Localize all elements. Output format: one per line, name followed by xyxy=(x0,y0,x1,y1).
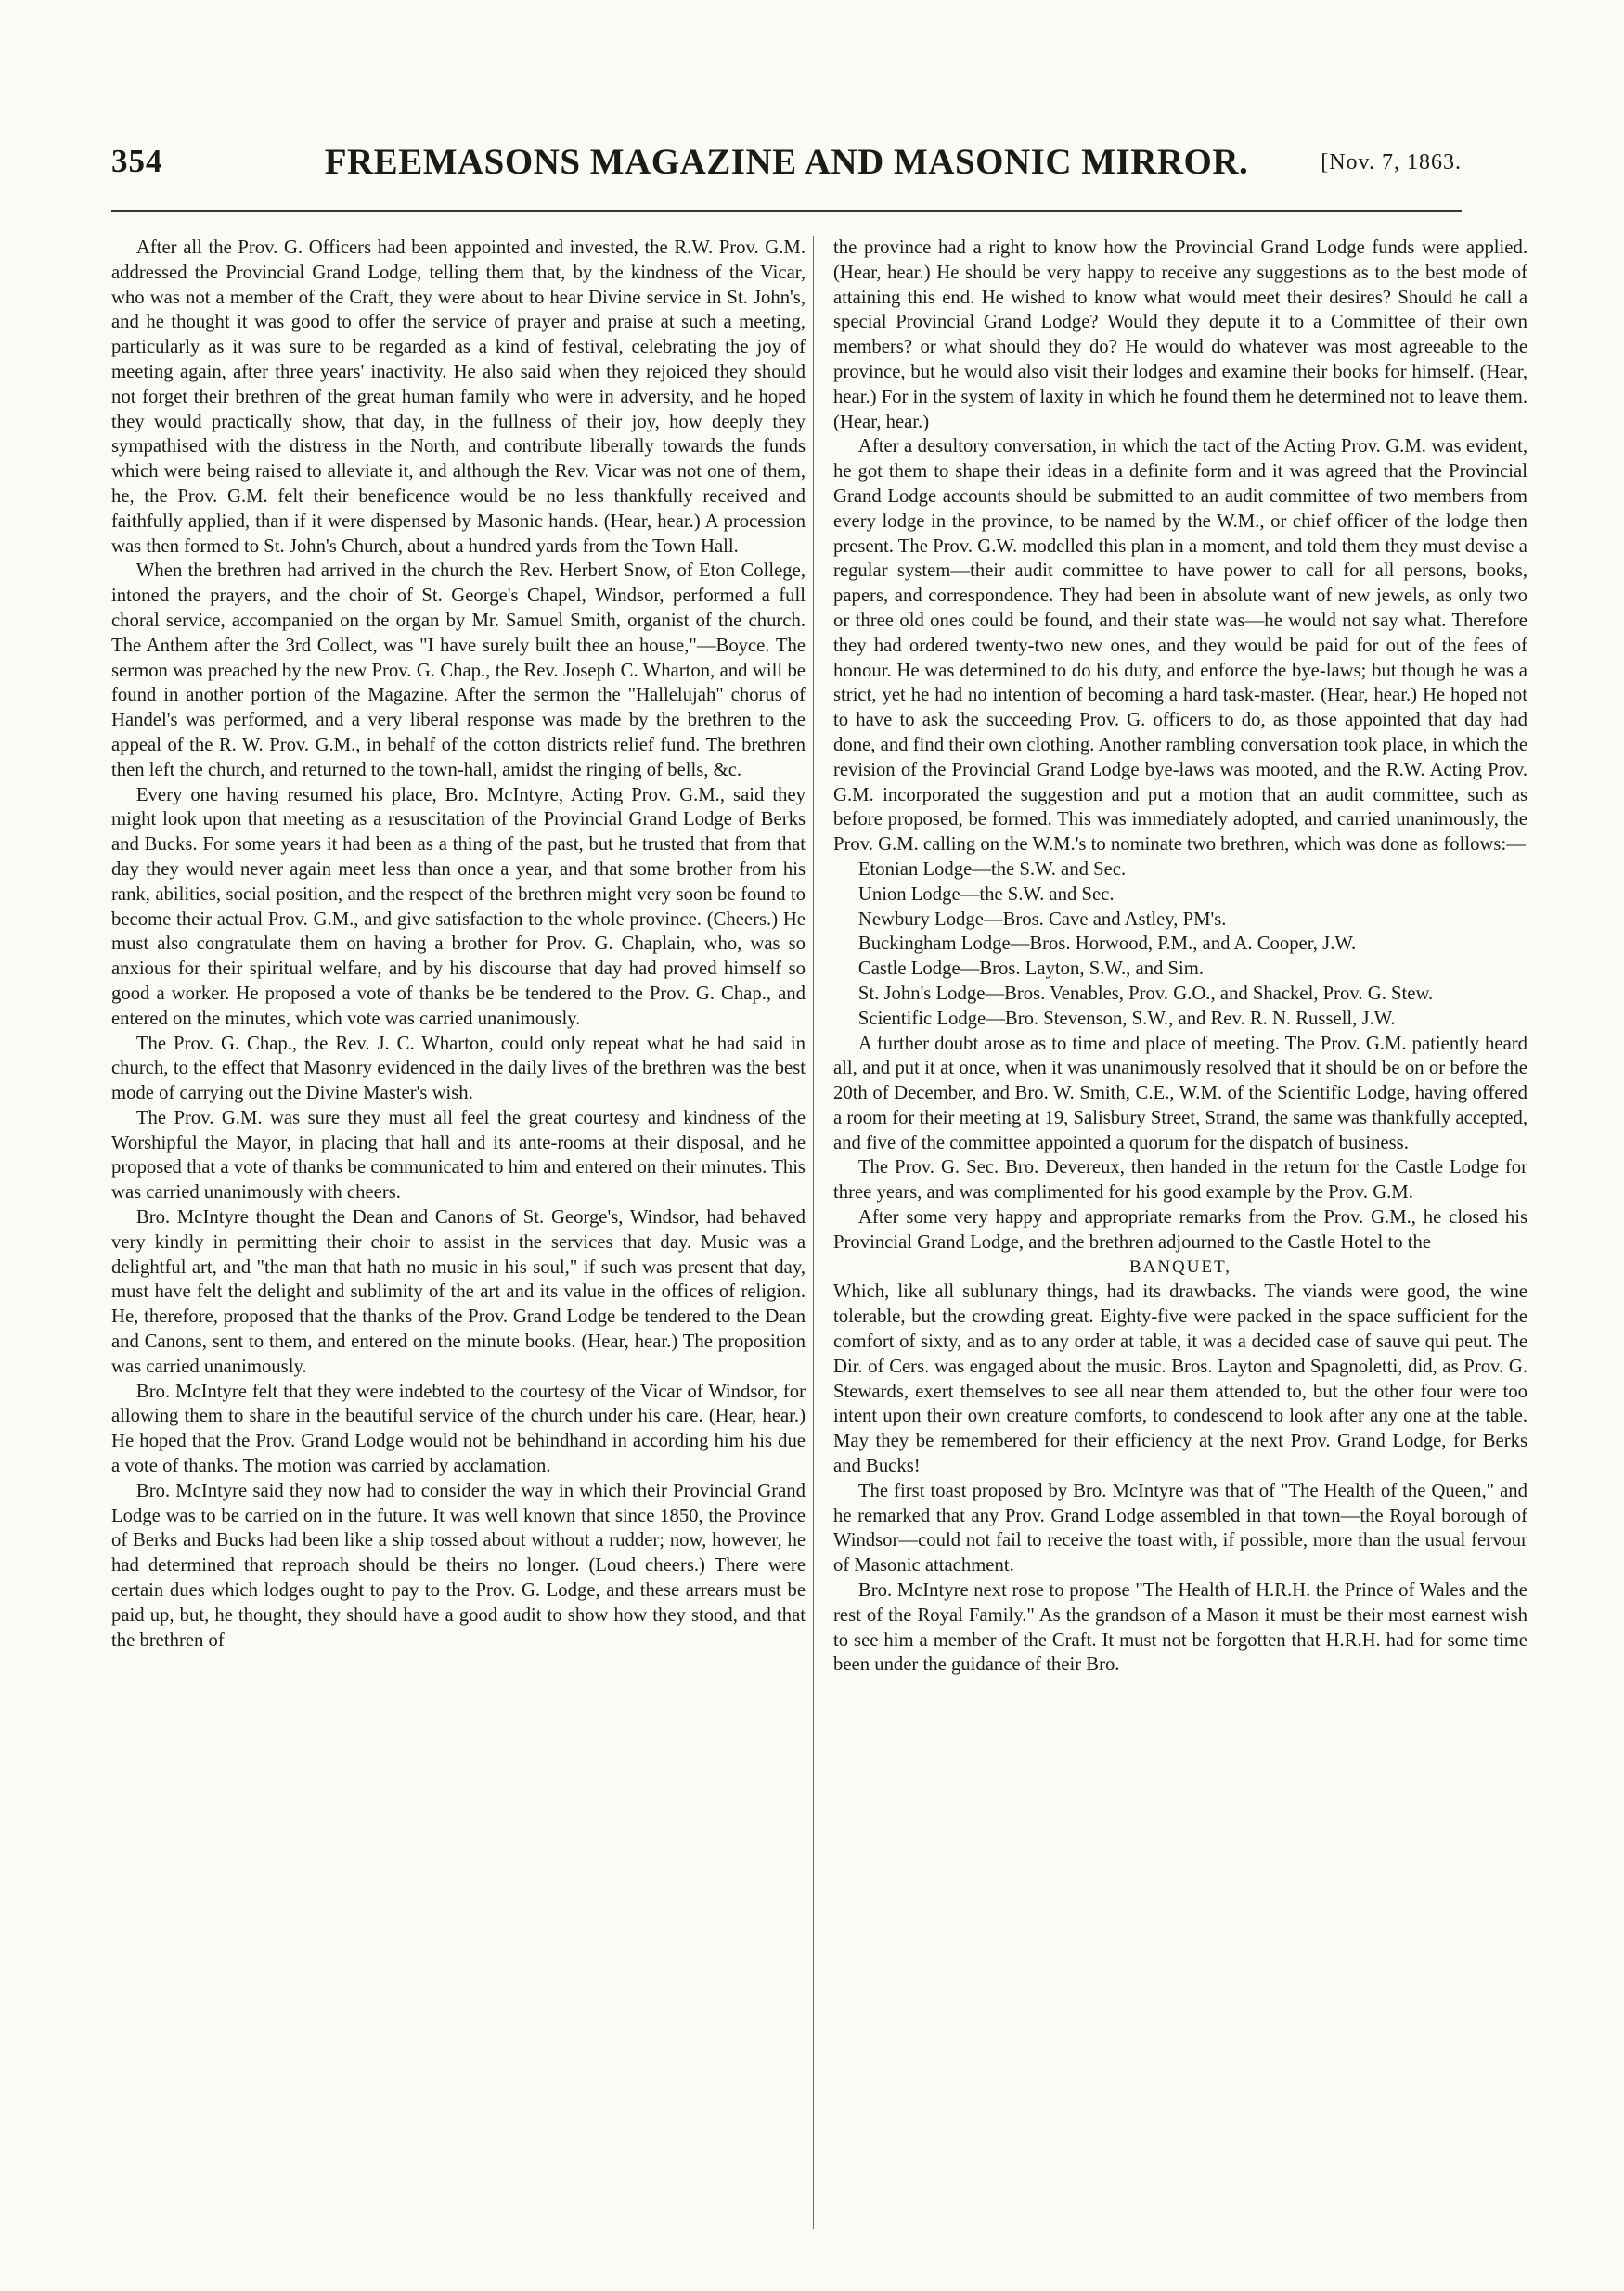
paragraph: Bro. McIntyre thought the Dean and Canons of St. George's, Windsor, had behaved very kindly in permitting their choir to assist in the services that day. Music was a delightful art, and "the man that hath no music in his soul," if such was present that day, must have felt the delight and sublimity of the art and its value in the offices of religion. He, therefore, proposed that the thanks of the Prov. Grand Lodge be tendered to the Dean and Canons, sent to them, and entered on the minute books. (Hear, hear.) The proposition was carried unanimously. xyxy=(111,1207,806,1377)
section-heading: BANQUET, xyxy=(1128,1256,1232,1277)
running-title: FREEMASONS MAGAZINE AND MASONIC MIRROR. xyxy=(324,142,1249,182)
list-item: St. John's Lodge—Bros. Venables, Prov. G.O., and Shackel, Prov. G. Stew. xyxy=(857,983,1434,1004)
paragraph: After some very happy and appropriate remarks from the Prov. G.M., he closed his Provincial Grand Lodge, and the brethren adjourned to the Castle Hotel to the xyxy=(833,1207,1527,1253)
issue-date: [Nov. 7, 1863. xyxy=(1321,150,1462,174)
list-item: Etonian Lodge—the S.W. and Sec. xyxy=(857,858,1127,880)
paragraph: When the brethren had arrived in the church the Rev. Herbert Snow, of Eton College, intoned the prayers, and the choir of St. George's Chapel, Windsor, performed a full choral service, accompanied on the organ by Mr. Samuel Smith, organist of the church. The Anthem after the 3rd Collect, was "I have surely built thee an house,"—Boyce. The sermon was preached by the new Prov. G. Chap., the Rev. Joseph C. Wharton, and will be found in another portion of the Magazine. After the sermon the "Hallelujah" chorus of Handel's was performed, and a very liberal response was made by the brethren to the appeal of the R. W. Prov. G.M., in behalf of the cotton districts relief fund. The brethren then left the church, and returned to the town-hall, amidst the ringing of bells, &c. xyxy=(111,560,806,780)
paragraph: The Prov. G. Chap., the Rev. J. C. Wharton, could only repeat what he had said in church, to the effect that Masonry evidenced in the daily lives of the brethren was the best mode of carrying out the Divine Master's wish. xyxy=(111,1033,806,1104)
list-item: Union Lodge—the S.W. and Sec. xyxy=(857,883,1115,905)
header-rule xyxy=(111,210,1462,212)
list-item: Castle Lodge—Bros. Layton, S.W., and Sim. xyxy=(857,959,1205,980)
page-number: 354 xyxy=(111,143,163,179)
right-column xyxy=(833,236,1527,1678)
paragraph: A further doubt arose as to time and place of meeting. The Prov. G.M. patiently heard all, and put it at once, when it was unanimously resolved that it should be on or before the 20th of December, and Bro. W. Smith, C.E., W.M. of the Scientific Lodge, having offered a room for their meeting at 19, Salisbury Street, Strand, the same was thankfully accepted, and five of the committee appointed a quorum for the dispatch of business. xyxy=(833,1033,1527,1153)
paragraph: Bro. McIntyre felt that they were indebted to the courtesy of the Vicar of Windsor, for allowing them to share in the beautiful service of the church under his care. (Hear, hear.) He hoped that the Prov. Grand Lodge would not be behindhand in according him his due a vote of thanks. The motion was carried by acclamation. xyxy=(111,1381,806,1477)
list-item: Buckingham Lodge—Bros. Horwood, P.M., and A. Cooper, J.W. xyxy=(857,933,1357,955)
paragraph: Every one having resumed his place, Bro. McIntyre, Acting Prov. G.M., said they might look upon that meeting as a resuscitation of the Provincial Grand Lodge of Berks and Bucks. For some years it had been as a thing of the past, but he trusted that from that day they would never again meet less than once a year, and that some brother from his rank, abilities, social position, and the respect of the brethren might very soon be found to become their actual Prov. G.M., and give satisfaction to the whole province. (Cheers.) He must also congratulate them on having a brother for Prov. G. Chaplain, who, was so anxious for their spiritual welfare, and by his discourse that day had proved himself so good a worker. He proposed a vote of thanks be be tendered to the Prov. G. Chap., and entered on the minutes, which vote was carried unanimously. xyxy=(111,784,806,1029)
paragraph: The Prov. G. Sec. Bro. Devereux, then handed in the return for the Castle Lodge for three years, and was complimented for his good example by the Prov. G.M. xyxy=(833,1157,1527,1203)
paragraph: Bro. McIntyre next rose to propose "The Health of H.R.H. the Prince of Wales and the rest of the Royal Family." As the grandson of a Mason it must be their most earnest wish to see him a member of the Craft. It must not be forgotten that H.R.H. had for some time been under the guidance of their Bro. xyxy=(833,1580,1527,1676)
paragraph: After a desultory conversation, in which the tact of the Acting Prov. G.M. was evident, he got them to shape their ideas in a definite form and it was agreed that the Provincial Grand Lodge accounts should be submitted to an audit committee of two members from every lodge in the province, to be named by the W.M., or chief officer of the lodge then present. The Prov. G.W. modelled this plan in a moment, and told them they must devise a regular system—their audit committee to have power to call for all persons, books, papers, and correspondence. They had been in absolute want of new jewels, as only two or three old ones could be found, and their state was—he would not say what. Therefore they had ordered twenty-two new ones, and they would be paid for out of the fees of honour. He was determined to do his duty, and enforce the bye-laws; but though he was a strict, yet he had no intention of becoming a hard task-master. (Hear, hear.) He hoped not to have to ask the succeeding Prov. G. officers to do, as those appointed that day had done, and find their own clothing. Another rambling conversation took place, in which the revision of the Provincial Grand Lodge bye-laws was mooted, and the R.W. Acting Prov. G.M. incorporated the suggestion and put a motion that an audit committee, such as before proposed, be formed. This was immediately adopted, and carried unanimously, the Prov. G.M. calling on the W.M.'s to nominate two brethren, which was done as follows:— xyxy=(833,436,1527,856)
list-item: Newbury Lodge—Bros. Cave and Astley, PM's. xyxy=(857,908,1227,930)
page-header xyxy=(111,139,1462,195)
column-divider xyxy=(813,236,814,2229)
paragraph: The first toast proposed by Bro. McIntyre was that of "The Health of the Queen," and he remarked that any Prov. Grand Lodge assembled in that town—the Royal borough of Windsor—could not fail to receive the toast with, if possible, more than the usual fervour of Masonic attachment. xyxy=(833,1480,1527,1577)
paragraph: the province had a right to know how the Provincial Grand Lodge funds were applied. (Hear, hear.) He should be very happy to receive any suggestions as to the best mode of attaining this end. He wished to know what would meet their desires? Should he call a special Provincial Grand Lodge? Would they depute it to a Committee of their own members? or what should they do? He would do whatever was most agreeable to the province, but he would also visit their lodges and examine their books for himself. (Hear, hear.) For in the system of laxity in which he found them he determined not to leave them. (Hear, hear.) xyxy=(833,238,1527,432)
left-column xyxy=(111,236,806,1653)
paragraph: Bro. McIntyre said they now had to consider the way in which their Provincial Grand Lodge was to be carried on in the future. It was well known that since 1850, the Province of Berks and Bucks had been like a ship tossed about without a rudder; now, however, he had determined that reproach should be theirs no longer. (Loud cheers.) There were certain dues which lodges ought to pay to the Prov. G. Lodge, and these arrears must be paid up, but, he thought, they should have a good audit to show how they stood, and that the brethren of xyxy=(111,1480,806,1651)
paragraph: Which, like all sublunary things, had its drawbacks. The viands were good, the wine tolerable, but the crowding great. Eighty-five were packed in the space sufficient for the comfort of sixty, and as to any order at table, it was a decided case of sauve qui peut. The Dir. of Cers. was engaged about the music. Bros. Layton and Spagnoletti, did, as Prov. G. Stewards, exert themselves to see all near them attended to, but the other four were too intent upon their own creature comforts, to condescend to look after any one at the table. May they be remembered for their efficiency at the next Prov. Grand Lodge, for Berks and Bucks! xyxy=(833,1281,1527,1477)
list-item: Scientific Lodge—Bro. Stevenson, S.W., and Rev. R. N. Russell, J.W. xyxy=(857,1008,1396,1029)
paragraph: The Prov. G.M. was sure they must all feel the great courtesy and kindness of the Worshipful the Mayor, in placing that hall and its ante-rooms at their disposal, and he proposed that a vote of thanks be communicated to him and entered on their minutes. This was carried unanimously with cheers. xyxy=(111,1107,806,1203)
paragraph: After all the Prov. G. Officers had been appointed and invested, the R.W. Prov. G.M. addressed the Provincial Grand Lodge, telling them that, by the kindness of the Vicar, who was not a member of the Craft, they were about to hear Divine service in St. John's, and he thought it was good to offer the service of prayer and praise at such a meeting, particularly as it was sure to be regarded as a kind of festival, celebrating the joy of meeting again, after three years' inactivity. He also said when they rejoiced they should not forget their brethren of the great human family who were in adversity, and he hoped they would practically show, that day, in the fullness of their joy, how deeply they sympathised with the distress in the North, and contribute liberally towards the funds which were being raised to alleviate it, and although the Rev. Vicar was not one of them, he, the Prov. G.M. felt their beneficence would be no less thankfully received and faithfully applied, than if it were dispensed by Masonic hands. (Hear, hear.) A procession was then formed to St. John's Church, about a hundred yards from the Town Hall. xyxy=(111,238,806,557)
